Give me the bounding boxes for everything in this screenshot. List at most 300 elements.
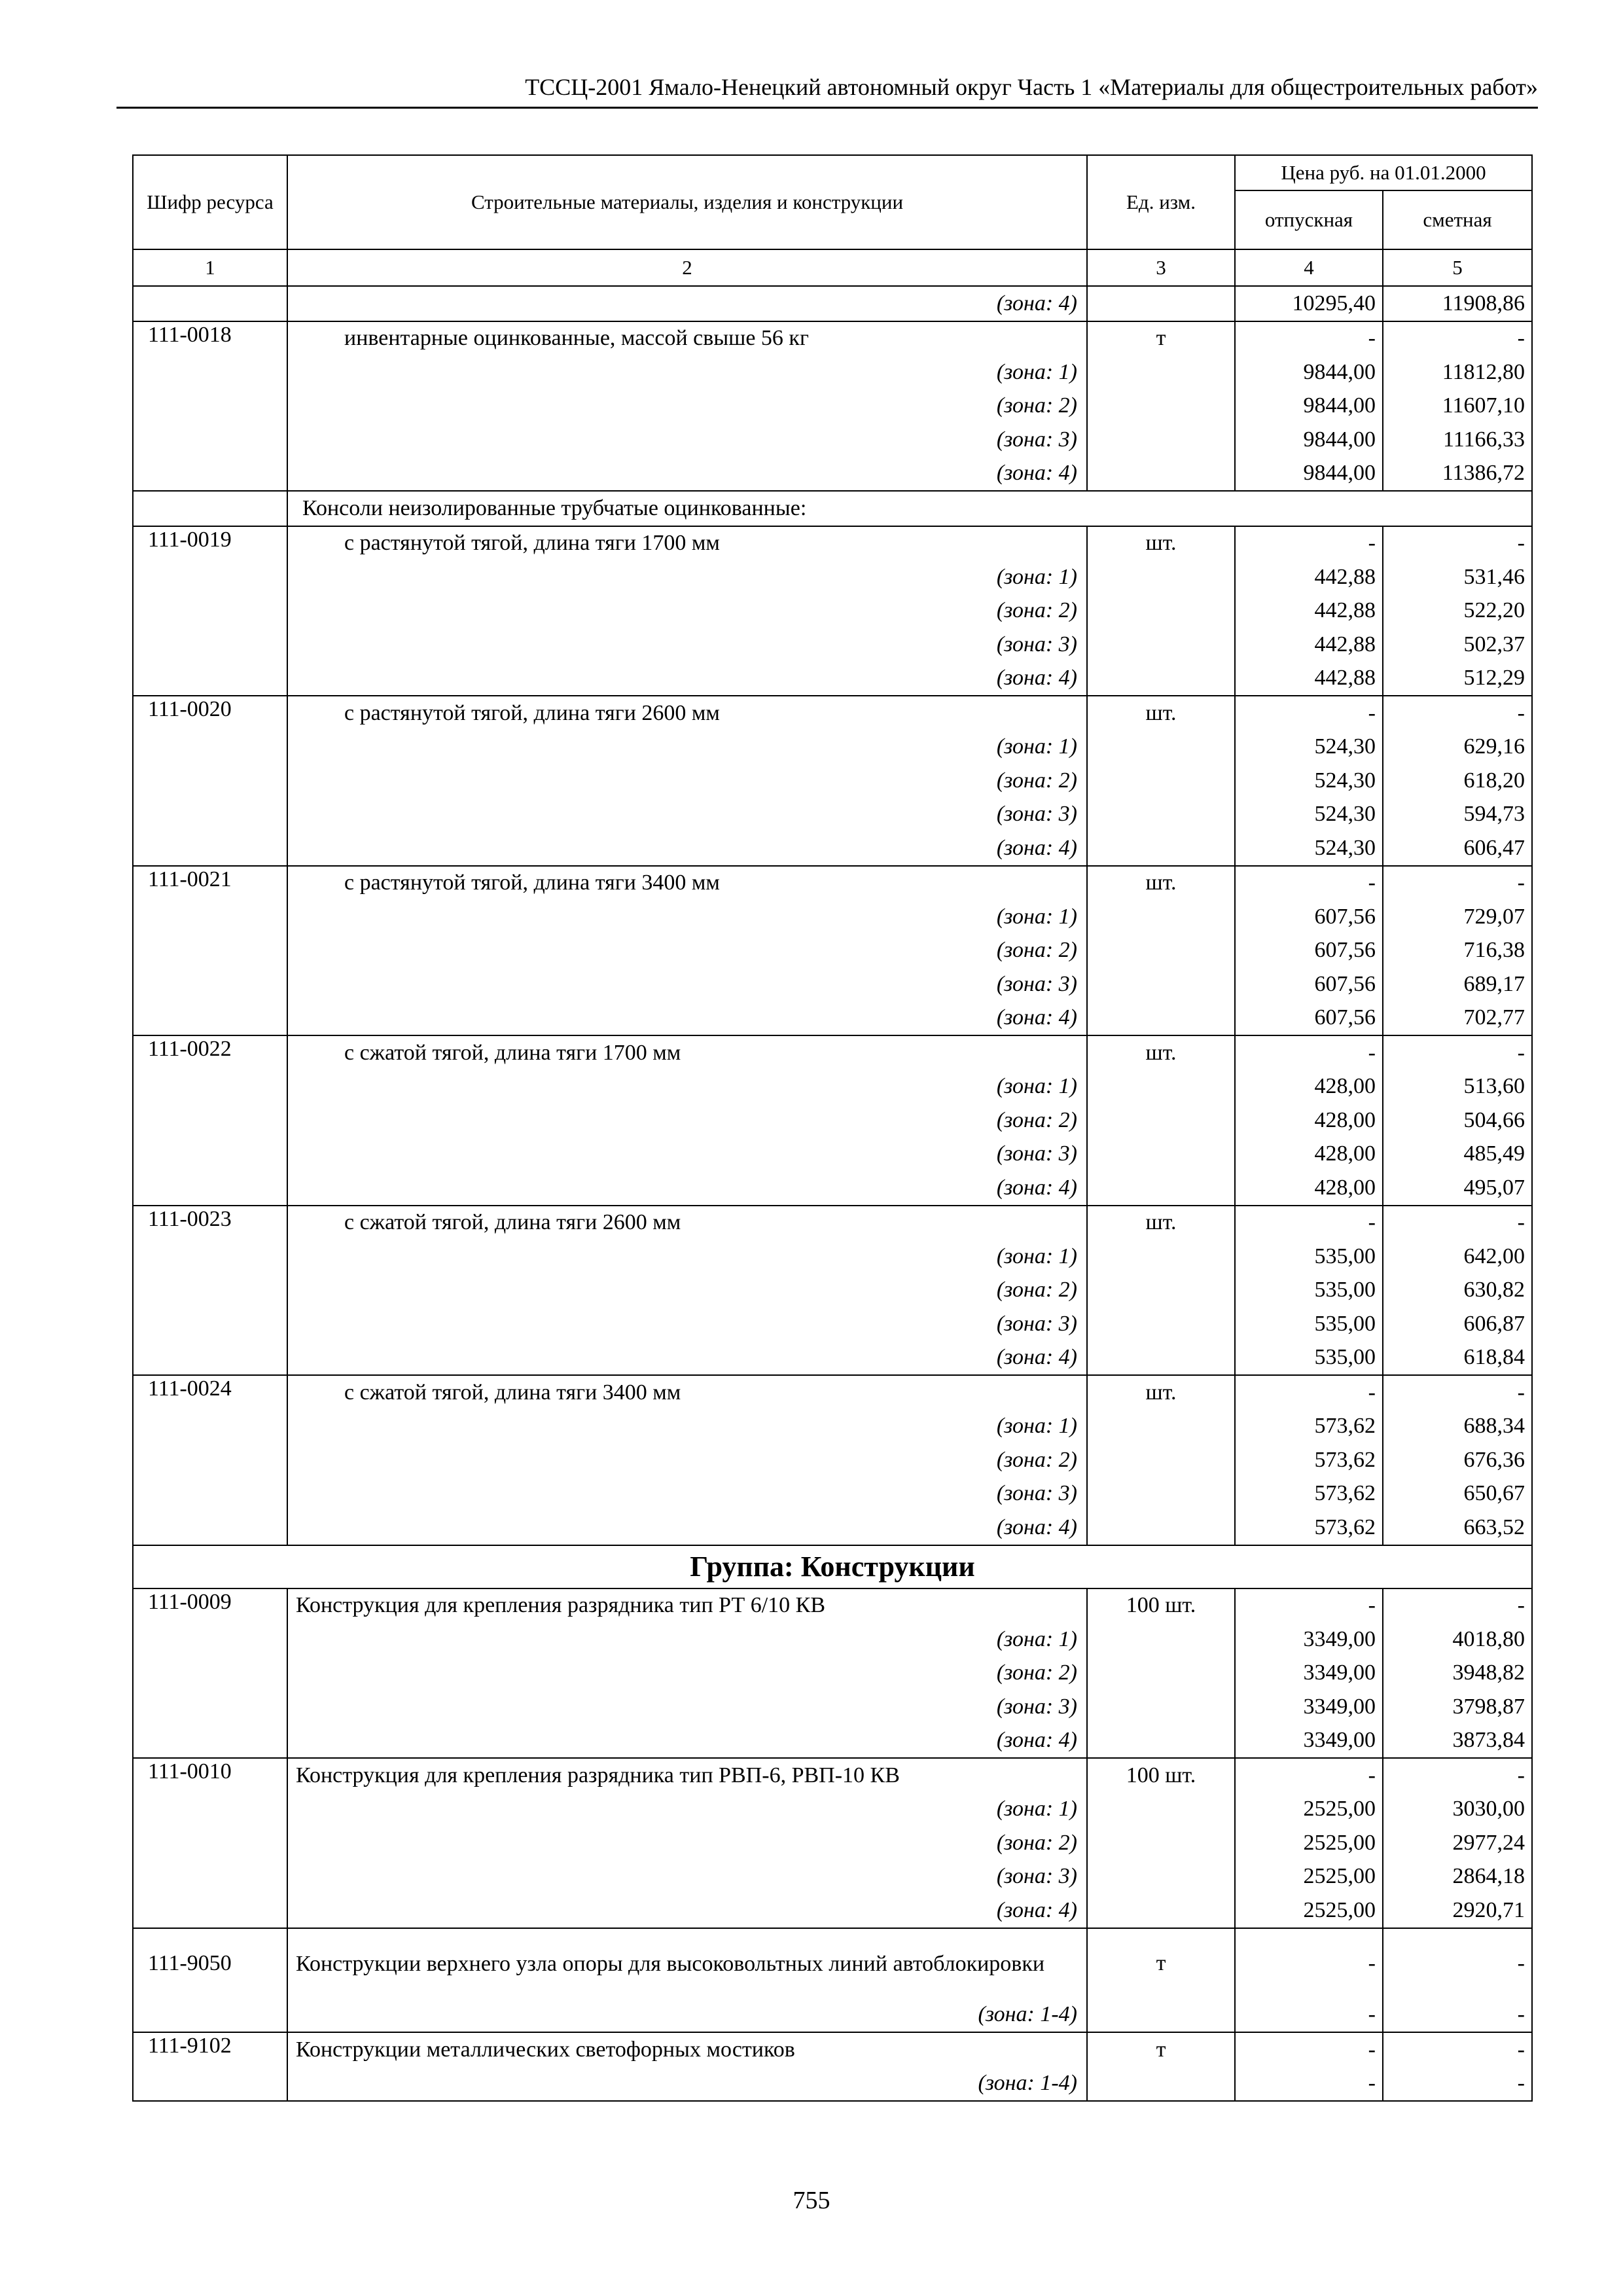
estimate-price: - (1383, 526, 1532, 561)
release-price: - (1235, 1998, 1383, 2033)
release-price: 428,00 (1235, 1070, 1383, 1104)
zone-row (133, 1240, 1532, 1274)
col-price-header: Цена руб. на 01.01.2000 (1235, 155, 1532, 190)
release-price: 524,30 (1235, 730, 1383, 764)
resource-code-cell (133, 457, 287, 492)
estimate-price: 502,37 (1383, 628, 1532, 662)
release-price: 2525,00 (1235, 1860, 1383, 1894)
zone-label: (зона: 3) (287, 1138, 1087, 1172)
estimate-price: 716,38 (1383, 934, 1532, 968)
unit-cell (1087, 1477, 1235, 1511)
estimate-price: - (1383, 2067, 1532, 2102)
release-price: 607,56 (1235, 967, 1383, 1001)
resource-code-cell (133, 1998, 287, 2033)
release-price: 3349,00 (1235, 1623, 1383, 1657)
zone-row (133, 1623, 1532, 1657)
item-row (133, 321, 1532, 356)
zone-label: (зона: 4) (287, 286, 1087, 321)
resource-code-cell (133, 389, 287, 423)
release-price: 573,62 (1235, 1511, 1383, 1545)
zone-row (133, 1657, 1532, 1691)
item-name: с растянутой тягой, длина тяги 2600 мм (287, 696, 1087, 730)
zone-label: (зона: 4) (287, 1341, 1087, 1376)
unit-of-measure: шт. (1087, 1206, 1235, 1240)
item-row (133, 696, 1532, 730)
unit-cell (1087, 1826, 1235, 1860)
unit-cell (1087, 389, 1235, 423)
estimate-price: 606,47 (1383, 831, 1532, 866)
col-code-header: Шифр ресурса (133, 155, 287, 249)
item-row (133, 2032, 1532, 2067)
item-name: с сжатой тягой, длина тяги 3400 мм (287, 1375, 1087, 1410)
zone-label: (зона: 3) (287, 1860, 1087, 1894)
resource-code-cell (133, 628, 287, 662)
col-number-5: 5 (1383, 249, 1532, 286)
unit-of-measure: шт. (1087, 866, 1235, 901)
zone-label: (зона: 1) (287, 355, 1087, 389)
zone-label: (зона: 2) (287, 1826, 1087, 1860)
zone-label: (зона: 1) (287, 900, 1087, 934)
resource-code-cell (133, 662, 287, 696)
estimate-price: 504,66 (1383, 1103, 1532, 1138)
price-table-grid (132, 154, 1533, 2102)
zone-label: (зона: 1) (287, 1410, 1087, 1444)
estimate-price: 618,84 (1383, 1341, 1532, 1376)
item-name: с сжатой тягой, длина тяги 1700 мм (287, 1035, 1087, 1070)
unit-of-measure: шт. (1087, 526, 1235, 561)
unit-cell (1087, 1240, 1235, 1274)
estimate-price: 11812,80 (1383, 355, 1532, 389)
table-header (133, 155, 1532, 286)
unit-cell (1087, 1307, 1235, 1341)
zone-label: (зона: 2) (287, 1657, 1087, 1691)
item-row (133, 866, 1532, 901)
release-price: 442,88 (1235, 560, 1383, 594)
unit-cell (1087, 1171, 1235, 1206)
unit-cell (1087, 1657, 1235, 1691)
zone-row (133, 662, 1532, 696)
item-row (133, 1928, 1532, 1998)
release-price: 442,88 (1235, 594, 1383, 628)
resource-code: 111-0018 (133, 321, 287, 356)
estimate-price: 11166,33 (1383, 423, 1532, 457)
unit-of-measure: т (1087, 2032, 1235, 2067)
item-row (133, 526, 1532, 561)
resource-code: 111-0010 (133, 1758, 287, 1793)
estimate-price: - (1383, 696, 1532, 730)
unit-cell (1087, 628, 1235, 662)
release-price: - (1235, 866, 1383, 901)
release-price: 428,00 (1235, 1171, 1383, 1206)
release-price: 535,00 (1235, 1307, 1383, 1341)
estimate-price: 629,16 (1383, 730, 1532, 764)
zone-row (133, 730, 1532, 764)
estimate-price: 3948,82 (1383, 1657, 1532, 1691)
zone-label: (зона: 4) (287, 1893, 1087, 1928)
estimate-price: - (1383, 866, 1532, 901)
item-name: с растянутой тягой, длина тяги 1700 мм (287, 526, 1087, 561)
subheading-row (133, 491, 1532, 526)
zone-row (133, 1001, 1532, 1036)
unit-cell (1087, 1724, 1235, 1759)
estimate-price: 676,36 (1383, 1443, 1532, 1477)
release-price: 3349,00 (1235, 1690, 1383, 1724)
estimate-price: - (1383, 1375, 1532, 1410)
release-price: - (1235, 526, 1383, 561)
estimate-price: 618,20 (1383, 764, 1532, 798)
unit-cell (1087, 1070, 1235, 1104)
unit-cell (1087, 1623, 1235, 1657)
release-price: 9844,00 (1235, 423, 1383, 457)
zone-label: (зона: 1) (287, 1070, 1087, 1104)
release-price: - (1235, 1375, 1383, 1410)
zone-row (133, 1274, 1532, 1308)
resource-code-cell (133, 1860, 287, 1894)
estimate-price: 485,49 (1383, 1138, 1532, 1172)
release-price: 9844,00 (1235, 389, 1383, 423)
table-body (133, 286, 1532, 2101)
zone-label: (зона: 3) (287, 1477, 1087, 1511)
estimate-price: 3873,84 (1383, 1724, 1532, 1759)
estimate-price: 11386,72 (1383, 457, 1532, 492)
estimate-price: - (1383, 1998, 1532, 2033)
resource-code-cell (133, 1443, 287, 1477)
zone-label: (зона: 2) (287, 934, 1087, 968)
estimate-price: 594,73 (1383, 798, 1532, 832)
zone-label: (зона: 3) (287, 423, 1087, 457)
zone-row (133, 560, 1532, 594)
item-row (133, 1758, 1532, 1793)
release-price: 2525,00 (1235, 1826, 1383, 1860)
release-price: 428,00 (1235, 1138, 1383, 1172)
resource-code-cell (133, 1138, 287, 1172)
estimate-price: 630,82 (1383, 1274, 1532, 1308)
release-price: - (1235, 1588, 1383, 1623)
zone-row (133, 934, 1532, 968)
resource-code-cell (133, 355, 287, 389)
release-price: - (1235, 321, 1383, 356)
release-price: 428,00 (1235, 1103, 1383, 1138)
zone-label: (зона: 1) (287, 1793, 1087, 1827)
estimate-price: - (1383, 1206, 1532, 1240)
unit-cell (1087, 967, 1235, 1001)
resource-code-cell (133, 286, 287, 321)
unit-of-measure: т (1087, 1928, 1235, 1998)
estimate-price: 495,07 (1383, 1171, 1532, 1206)
unit-cell (1087, 730, 1235, 764)
zone-label: (зона: 3) (287, 1307, 1087, 1341)
zone-label: (зона: 2) (287, 594, 1087, 628)
resource-code-cell (133, 1511, 287, 1545)
estimate-price: 688,34 (1383, 1410, 1532, 1444)
resource-code-cell (133, 798, 287, 832)
unit-cell (1087, 1690, 1235, 1724)
release-price: 2525,00 (1235, 1893, 1383, 1928)
resource-code-cell (133, 560, 287, 594)
resource-code-cell (133, 1623, 287, 1657)
release-price: - (1235, 696, 1383, 730)
zone-label: (зона: 4) (287, 1171, 1087, 1206)
zone-label: (зона: 4) (287, 1511, 1087, 1545)
col-release-header: отпускная (1235, 190, 1383, 249)
unit-cell (1087, 1793, 1235, 1827)
resource-code: 111-0020 (133, 696, 287, 730)
estimate-price: 3030,00 (1383, 1793, 1532, 1827)
resource-code: 111-0023 (133, 1206, 287, 1240)
zone-label: (зона: 4) (287, 831, 1087, 866)
zone-row (133, 798, 1532, 832)
unit-cell (1087, 1998, 1235, 2033)
zone-label: (зона: 2) (287, 764, 1087, 798)
resource-code-cell (133, 1724, 287, 1759)
col-estimate-header: сметная (1383, 190, 1532, 249)
release-price: 607,56 (1235, 1001, 1383, 1036)
unit-cell (1087, 1103, 1235, 1138)
release-price: 573,62 (1235, 1443, 1383, 1477)
estimate-price: 689,17 (1383, 967, 1532, 1001)
item-name: Конструкция для крепления разрядника тип РВП-6, РВП-10 КВ (287, 1758, 1087, 1793)
zone-row (133, 1793, 1532, 1827)
release-price: 607,56 (1235, 900, 1383, 934)
resource-code-cell (133, 934, 287, 968)
unit-cell (1087, 831, 1235, 866)
zone-label: (зона: 1) (287, 730, 1087, 764)
page-number: 755 (793, 2187, 830, 2214)
estimate-price: 663,52 (1383, 1511, 1532, 1545)
unit-cell (1087, 1860, 1235, 1894)
release-price: 524,30 (1235, 764, 1383, 798)
unit-cell (1087, 1511, 1235, 1545)
release-price: - (1235, 1928, 1383, 1998)
zone-row (133, 1171, 1532, 1206)
resource-code-cell (133, 594, 287, 628)
item-name: с растянутой тягой, длина тяги 3400 мм (287, 866, 1087, 901)
estimate-price: 3798,87 (1383, 1690, 1532, 1724)
resource-code: 111-0022 (133, 1035, 287, 1070)
zone-row (133, 1410, 1532, 1444)
group-title: Группа: Конструкции (133, 1545, 1532, 1588)
estimate-price: 702,77 (1383, 1001, 1532, 1036)
release-price: 9844,00 (1235, 355, 1383, 389)
release-price: 535,00 (1235, 1341, 1383, 1376)
unit-cell (1087, 594, 1235, 628)
unit-cell (1087, 1001, 1235, 1036)
item-name: Конструкция для крепления разрядника тип РТ 6/10 КВ (287, 1588, 1087, 1623)
release-price: 535,00 (1235, 1274, 1383, 1308)
subheading-text: Консоли неизолированные трубчатые оцинкованные: (287, 491, 1532, 526)
unit-cell (1087, 286, 1235, 321)
zone-label: (зона: 4) (287, 1724, 1087, 1759)
estimate-price: 2920,71 (1383, 1893, 1532, 1928)
col-number-4: 4 (1235, 249, 1383, 286)
estimate-price: 2864,18 (1383, 1860, 1532, 1894)
resource-code-cell (133, 967, 287, 1001)
zone-label: (зона: 2) (287, 1443, 1087, 1477)
unit-cell (1087, 662, 1235, 696)
resource-code: 111-0021 (133, 866, 287, 901)
release-price: 3349,00 (1235, 1724, 1383, 1759)
item-row (133, 1375, 1532, 1410)
zone-row (133, 1070, 1532, 1104)
zone-row (133, 1307, 1532, 1341)
release-price: 573,62 (1235, 1477, 1383, 1511)
zone-row (133, 389, 1532, 423)
zone-label: (зона: 2) (287, 389, 1087, 423)
unit-cell (1087, 900, 1235, 934)
unit-cell (1087, 1138, 1235, 1172)
resource-code-cell (133, 1070, 287, 1104)
zone-row (133, 1103, 1532, 1138)
resource-code-cell (133, 1657, 287, 1691)
header-rule (116, 107, 1538, 109)
zone-row (133, 764, 1532, 798)
estimate-price: - (1383, 2032, 1532, 2067)
resource-code-cell (133, 1341, 287, 1376)
zone-row (133, 1860, 1532, 1894)
zone-row (133, 1138, 1532, 1172)
release-price: 442,88 (1235, 628, 1383, 662)
zone-row (133, 967, 1532, 1001)
release-price: 3349,00 (1235, 1657, 1383, 1691)
zone-label: (зона: 4) (287, 457, 1087, 492)
estimate-price: 4018,80 (1383, 1623, 1532, 1657)
zone-row (133, 1826, 1532, 1860)
col-unit-header: Ед. изм. (1087, 155, 1235, 249)
estimate-price: 522,20 (1383, 594, 1532, 628)
unit-cell (1087, 423, 1235, 457)
zone-row (133, 831, 1532, 866)
price-table (132, 154, 1531, 2102)
resource-code-cell (133, 1793, 287, 1827)
release-price: 524,30 (1235, 831, 1383, 866)
estimate-price: - (1383, 1928, 1532, 1998)
zone-label: (зона: 1-4) (287, 1998, 1087, 2033)
zone-row (133, 286, 1532, 321)
release-price: - (1235, 1206, 1383, 1240)
resource-code: 111-0019 (133, 526, 287, 561)
item-row (133, 1588, 1532, 1623)
item-name: Конструкции верхнего узла опоры для высоковольтных линий автоблокировки (287, 1928, 1087, 1998)
estimate-price: 512,29 (1383, 662, 1532, 696)
estimate-price: 11908,86 (1383, 286, 1532, 321)
resource-code-cell (133, 1826, 287, 1860)
estimate-price: - (1383, 321, 1532, 356)
estimate-price: 650,67 (1383, 1477, 1532, 1511)
unit-cell (1087, 355, 1235, 389)
zone-label: (зона: 1-4) (287, 2067, 1087, 2102)
item-name: инвентарные оцинкованные, массой свыше 56 кг (287, 321, 1087, 356)
unit-cell (1087, 934, 1235, 968)
resource-code-cell (133, 1274, 287, 1308)
estimate-price: 729,07 (1383, 900, 1532, 934)
unit-cell (1087, 1341, 1235, 1376)
zone-label: (зона: 3) (287, 967, 1087, 1001)
zone-row (133, 1690, 1532, 1724)
zone-row (133, 355, 1532, 389)
release-price: - (1235, 1758, 1383, 1793)
estimate-price: - (1383, 1588, 1532, 1623)
zone-row (133, 1998, 1532, 2033)
resource-code-cell (133, 1410, 287, 1444)
zone-label: (зона: 3) (287, 628, 1087, 662)
document-title: ТССЦ-2001 Ямало-Ненецкий автономный округ Часть 1 «Материалы для общестроительных работ» (525, 74, 1538, 100)
unit-cell (1087, 457, 1235, 492)
unit-cell (1087, 764, 1235, 798)
resource-code-cell (133, 730, 287, 764)
col-number-3: 3 (1087, 249, 1235, 286)
resource-code-cell (133, 1240, 287, 1274)
item-name: с сжатой тягой, длина тяги 2600 мм (287, 1206, 1087, 1240)
zone-row (133, 1893, 1532, 1928)
resource-code-cell (133, 1171, 287, 1206)
zone-label: (зона: 2) (287, 1274, 1087, 1308)
release-price: 442,88 (1235, 662, 1383, 696)
zone-row (133, 594, 1532, 628)
release-price: 535,00 (1235, 1240, 1383, 1274)
resource-code-cell (133, 1690, 287, 1724)
unit-of-measure: 100 шт. (1087, 1588, 1235, 1623)
resource-code-cell (133, 1893, 287, 1928)
resource-code-cell (133, 2067, 287, 2102)
release-price: 9844,00 (1235, 457, 1383, 492)
zone-label: (зона: 1) (287, 560, 1087, 594)
zone-label: (зона: 4) (287, 662, 1087, 696)
resource-code-cell (133, 491, 287, 526)
col-number-1: 1 (133, 249, 287, 286)
release-price: - (1235, 2067, 1383, 2102)
resource-code-cell (133, 900, 287, 934)
item-name: Конструкции металлических светофорных мостиков (287, 2032, 1087, 2067)
zone-label: (зона: 2) (287, 1103, 1087, 1138)
estimate-price: 11607,10 (1383, 389, 1532, 423)
unit-cell (1087, 560, 1235, 594)
unit-cell (1087, 2067, 1235, 2102)
resource-code-cell (133, 764, 287, 798)
resource-code-cell (133, 831, 287, 866)
estimate-price: 606,87 (1383, 1307, 1532, 1341)
zone-row (133, 1443, 1532, 1477)
zone-row (133, 2067, 1532, 2102)
zone-row (133, 423, 1532, 457)
estimate-price: - (1383, 1758, 1532, 1793)
estimate-price: - (1383, 1035, 1532, 1070)
resource-code-cell (133, 423, 287, 457)
release-price: - (1235, 1035, 1383, 1070)
unit-cell (1087, 1893, 1235, 1928)
unit-cell (1087, 798, 1235, 832)
zone-row (133, 628, 1532, 662)
zone-row (133, 1477, 1532, 1511)
resource-code-cell (133, 1477, 287, 1511)
zone-label: (зона: 3) (287, 1690, 1087, 1724)
group-row (133, 1545, 1532, 1588)
resource-code: 111-0024 (133, 1375, 287, 1410)
resource-code-cell (133, 1307, 287, 1341)
zone-row (133, 1511, 1532, 1545)
resource-code: 111-9102 (133, 2032, 287, 2067)
estimate-price: 513,60 (1383, 1070, 1532, 1104)
col-number-2: 2 (287, 249, 1087, 286)
zone-row (133, 1724, 1532, 1759)
estimate-price: 2977,24 (1383, 1826, 1532, 1860)
unit-cell (1087, 1443, 1235, 1477)
zone-row (133, 900, 1532, 934)
release-price: 2525,00 (1235, 1793, 1383, 1827)
zone-label: (зона: 1) (287, 1623, 1087, 1657)
unit-of-measure: т (1087, 321, 1235, 356)
zone-row (133, 1341, 1532, 1376)
unit-of-measure: 100 шт. (1087, 1758, 1235, 1793)
